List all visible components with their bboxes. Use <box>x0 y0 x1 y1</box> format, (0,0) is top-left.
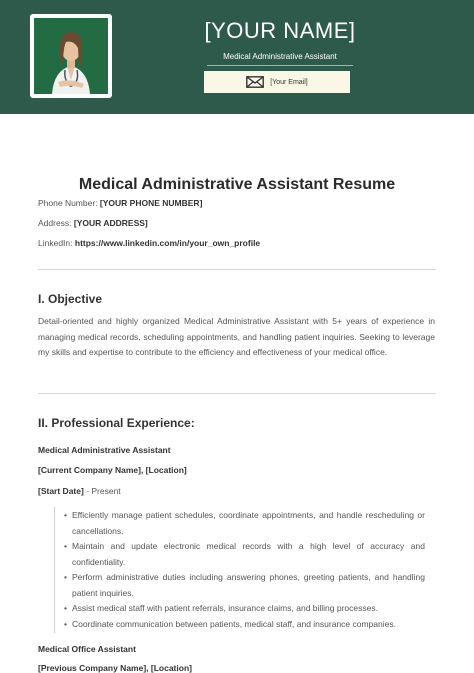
profile-photo-frame <box>30 14 112 98</box>
objective-text: Detail-oriented and highly organized Medical Administrative Assistant with 5+ years of experience in managing medical records, scheduling appointments, and handling patient inquiries. Seeking to leverage my skills and expertise to contribute to the efficiency and effectiveness of your medical office. <box>38 316 435 357</box>
job-dates <box>38 486 121 496</box>
job-responsibilities <box>64 508 425 632</box>
list-item: • Coordinate communication between patients, medical staff, and insurance companies. <box>64 617 425 633</box>
address-line <box>38 218 148 228</box>
job-title: Medical Office Assistant <box>38 644 136 654</box>
linkedin-link[interactable]: https://www.linkedin.com/in/your_own_profile <box>74 238 261 248</box>
email-text: [Your Email] <box>270 78 308 86</box>
list-item: • Perform administrative duties including answering phones, greeting patients, and handling patient inquiries. <box>64 570 425 601</box>
objective-heading: I. Objective <box>38 292 103 306</box>
job-start-date: [Start Date] <box>38 486 84 496</box>
address-label: Address: <box>38 218 72 228</box>
job-company <box>38 465 187 475</box>
list-item: • Assist medical staff with patient referrals, insurance claims, and billing processes. <box>64 601 425 617</box>
section-divider <box>38 393 436 394</box>
envelope-icon <box>246 76 264 88</box>
linkedin-label: LinkedIn: <box>38 238 73 248</box>
profile-photo <box>34 18 108 94</box>
resume-header <box>0 0 474 114</box>
resume-title: Medical Administrative Assistant Resume <box>78 176 396 193</box>
experience-heading: II. Professional Experience: <box>38 416 195 430</box>
job-company-text: [Previous Company Name], [Location] <box>38 663 192 673</box>
section-divider <box>38 269 436 270</box>
email-box <box>204 71 350 93</box>
candidate-job-title: Medical Administrative Assistant <box>223 52 337 61</box>
phone-label: Phone Number: <box>38 198 98 208</box>
list-item: • Maintain and update electronic medical records with a high level of accuracy and confidentiality. <box>64 539 425 570</box>
job-company <box>38 663 192 673</box>
job-end-date: - Present <box>86 486 121 496</box>
linkedin-line <box>38 238 260 248</box>
title-divider <box>207 65 353 66</box>
address-value: [YOUR ADDRESS] <box>73 218 148 228</box>
profile-photo-illustration <box>34 18 108 94</box>
job-company-text: [Current Company Name], [Location] <box>38 465 187 475</box>
phone-value: [YOUR PHONE NUMBER] <box>99 198 203 208</box>
candidate-name: [YOUR NAME] <box>204 18 356 43</box>
list-item: • Efficiently manage patient schedules, coordinate appointments, and handle rescheduling or cancellations. <box>64 508 425 539</box>
job-title: Medical Administrative Assistant <box>38 445 171 455</box>
phone-line <box>38 198 202 208</box>
bullet-list-bar <box>54 507 55 633</box>
